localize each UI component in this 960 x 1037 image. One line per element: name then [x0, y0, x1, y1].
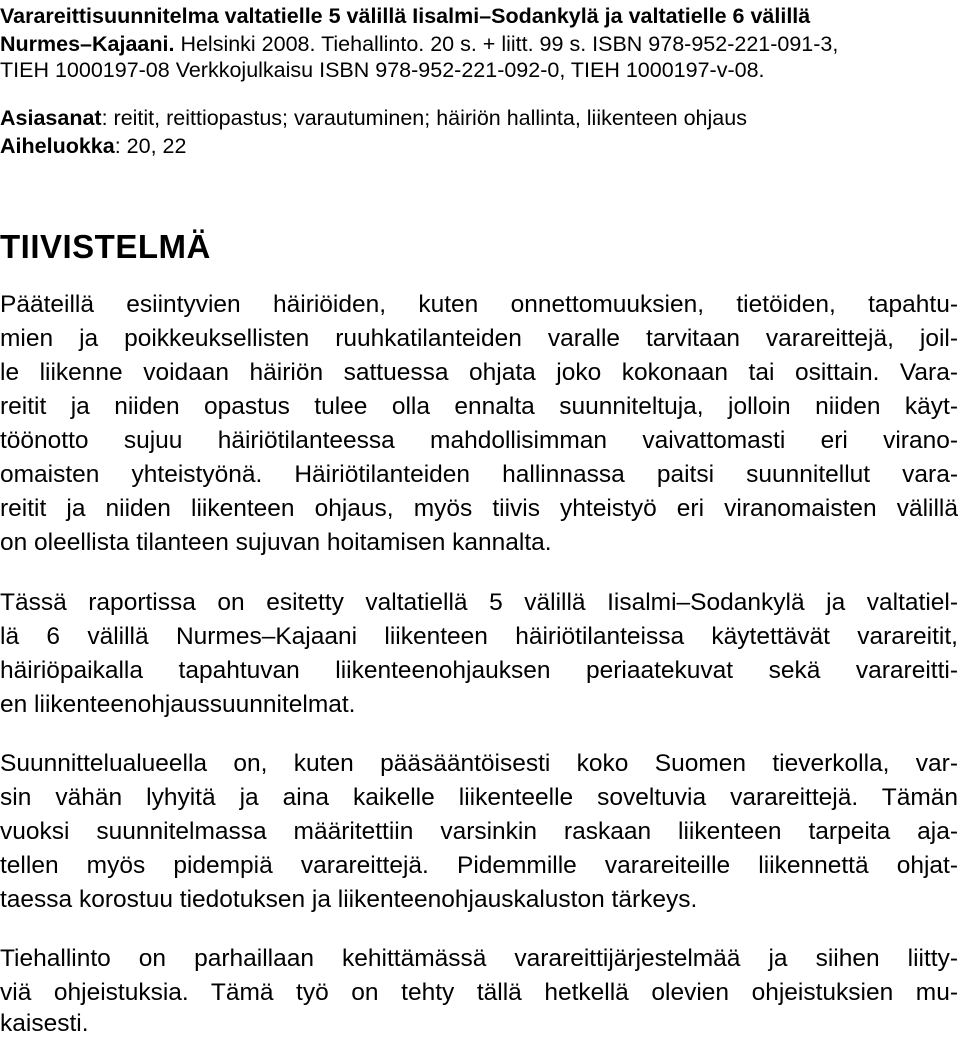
reference-line2 — [0, 34, 838, 56]
paragraph-line: on oleellista tilanteen sujuvan hoitamisen kannalta. — [0, 529, 552, 556]
paragraph-line: le liikenne voidaan häiriön sattuessa ohjata joko kokonaan tai osittain. Vara- — [0, 359, 958, 386]
paragraph-line: reitit ja niiden opastus tulee olla ennalta suunniteltuja, jolloin niiden käyt- — [0, 393, 958, 420]
paragraph-line: tellen myös pidempiä varareittejä. Pidemmille varareiteille liikennettä ohjat- — [0, 852, 958, 879]
reference-title-line1: Varareittisuunnitelma valtatielle 5 välillä Iisalmi–Sodankylä ja valtatielle 6 välillä — [0, 4, 811, 28]
paragraph-line: häiriöpaikalla tapahtuvan liikenteenohjauksen periaatekuvat sekä varareitti- — [0, 657, 958, 684]
paragraph-line: Suunnittelualueella on, kuten pääsääntöisesti koko Suomen tieverkolla, var- — [0, 750, 958, 777]
paragraph-line: taessa korostuu tiedotuksen ja liikenteenohjauskaluston tärkeys. — [0, 886, 698, 913]
paragraph-line: lä 6 välillä Nurmes–Kajaani liikenteen häiriötilanteissa käytettävät varareitit, — [0, 623, 958, 650]
paragraph-line: en liikenteenohjaussuunnitelmat. — [0, 691, 356, 718]
paragraph-line: reitit ja niiden liikenteen ohjaus, myös tiivis yhteistyö eri viranomaisten välillä — [0, 495, 958, 522]
reference-line3: TIEH 1000197-08 Verkkojulkaisu ISBN 978-952-221-092-0, TIEH 1000197-v-08. — [0, 58, 765, 82]
reference-publication-info: Helsinki 2008. Tiehallinto. 20 s. + liitt. 99 s. ISBN 978-952-221-091-3, — [174, 32, 839, 56]
paragraph-line: sin vähän lyhyitä ja aina kaikelle liikenteelle soveltuvia varareittejä. Tämän — [0, 784, 958, 811]
category-value: : 20, 22 — [114, 134, 187, 158]
paragraph-line: kaisesti. — [0, 1010, 89, 1037]
paragraph-line: Pääteillä esiintyvien häiriöiden, kuten onnettomuuksien, tietöiden, tapahtu- — [0, 291, 958, 318]
keywords-value: : reitit, reittiopastus; varautuminen; häiriön hallinta, liikenteen ohjaus — [101, 106, 747, 130]
category-row — [0, 136, 186, 158]
keywords-row — [0, 108, 747, 130]
keywords-label: Asiasanat — [0, 106, 102, 130]
paragraph-line: vuoksi suunnitelmassa määritettiin varsinkin raskaan liikenteen tarpeita aja- — [0, 818, 958, 845]
paragraph-line: viä ohjeistuksia. Tämä työ on tehty tällä hetkellä olevien ohjeistuksien mu- — [0, 979, 958, 1006]
paragraph-line: mien ja poikkeuksellisten ruuhkatilanteiden varalle tarvitaan varareittejä, joil- — [0, 325, 958, 352]
abstract-heading: TIIVISTELMÄ — [0, 228, 211, 265]
paragraph-line: Tiehallinto on parhaillaan kehittämässä varareittijärjestelmää ja siihen liitty- — [0, 945, 958, 972]
paragraph-line: Tässä raportissa on esitetty valtatiellä 5 välillä Iisalmi–Sodankylä ja valtatiel- — [0, 589, 958, 616]
paragraph-line: omaisten yhteistyönä. Häiriötilanteiden hallinnassa paitsi suunnitellut vara- — [0, 461, 958, 488]
paragraph-line: töönotto sujuu häiriötilanteessa mahdollisimman vaivattomasti eri virano- — [0, 427, 958, 454]
category-label: Aiheluokka — [0, 134, 115, 158]
reference-title-end: Nurmes–Kajaani. — [0, 32, 175, 56]
